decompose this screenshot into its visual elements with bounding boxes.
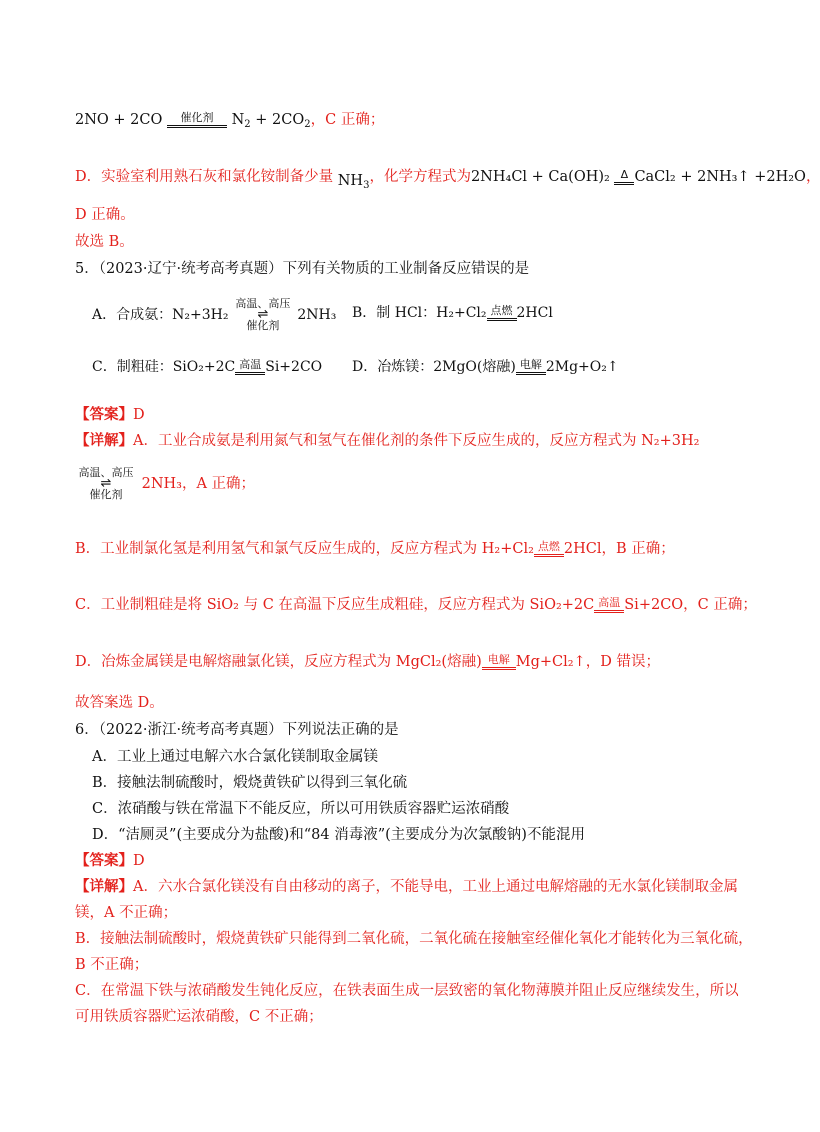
q6-option-a: A．工业上通过电解六水合氯化镁制取金属镁 bbox=[92, 749, 378, 765]
d-eq-right: CaCl₂ + 2NH₃↑ +2H₂O bbox=[634, 169, 806, 185]
d-eq-left: 2NH₄Cl + Ca(OH)₂ bbox=[470, 169, 610, 185]
q6-detail-a1: 【详解】A．六水合氯化镁没有自由移动的离子，不能导电，工业上通过电解熔融的无水氯化镁制取金属 bbox=[75, 878, 738, 895]
q5-detail-b: B．工业制氯化氢是利用氢气和氯气反应生成的，反应方程式为 H₂+Cl₂ 点燃 2HCl，B 正确； bbox=[75, 539, 675, 557]
reversible-arrow: 高温、高压 ⇌ 催化剂 bbox=[235, 297, 291, 332]
q5-detail-c: C．工业制粗硅是将 SiO₂ 与 C 在高温下反应生成粗硅，反应方程式为 SiO₂+2C 高温 Si+2CO，C 正确； bbox=[75, 595, 757, 613]
equation-line-2no bbox=[75, 111, 384, 134]
q6-detail-c2: 可用铁质容器贮运浓硝酸，C 不正确； bbox=[75, 1009, 323, 1025]
eq-tail: ，C 正确； bbox=[310, 112, 385, 128]
q5-option-c: C．制粗硅：SiO₂+2C 高温 Si+2CO bbox=[92, 357, 323, 375]
q6-detail-c1: C．在常温下铁与浓硝酸发生钝化反应，在铁表面生成一层致密的氧化物薄膜并阻止反应继续发生，所以 bbox=[75, 983, 739, 999]
option-d-explanation: D．实验室利用熟石灰和氯化铵制备少量 $NH_3$，化学方程式为2NH₄Cl + Ca(OH)₂ Δ CaCl₂ + 2NH₃↑ +2H₂O， bbox=[75, 167, 820, 191]
q6-detail-a2: 镁，A 不正确； bbox=[75, 905, 178, 921]
q5-option-a: A．合成氨：N₂+3H₂ 高温、高压 ⇌ 催化剂 2NH₃ bbox=[92, 297, 337, 332]
eq-right: N bbox=[231, 112, 245, 128]
d-text: D．实验室利用熟石灰和氯化铵制备少量 bbox=[75, 169, 334, 185]
q5-option-b: B．制 HCl：H₂+Cl₂ 点燃 2HCl bbox=[352, 303, 553, 321]
q5-answer: 【答案】D bbox=[75, 406, 145, 423]
q6-option-d: D．“洁厕灵”(主要成分为盐酸)和“84 消毒液”(主要成分为次氯酸钠)不能混用 bbox=[92, 827, 585, 843]
nh3-formula: $NH_3$ bbox=[337, 173, 370, 191]
q6-answer: 【答案】D bbox=[75, 852, 145, 869]
eq-condition bbox=[167, 112, 227, 129]
q5-detail-d: D．冶炼金属镁是电解熔融氯化镁，反应方程式为 MgCl₂(熔融) 电解 Mg+Cl₂↑，D 错误； bbox=[75, 652, 660, 670]
q5-conclusion: 故答案选 D。 bbox=[75, 695, 164, 711]
eq-right2-sub: 2 bbox=[304, 119, 311, 130]
q5-detail-a: 【详解】A．工业合成氨是利用氮气和氢气在催化剂的条件下反应生成的，反应方程式为 N₂+3H₂ bbox=[75, 432, 700, 449]
eq-right-sub: 2 bbox=[244, 119, 251, 130]
eq-cond-text: 催化剂 bbox=[180, 110, 214, 124]
eq-right2: + 2CO bbox=[250, 112, 305, 128]
q5-option-d: D．冶炼镁：2MgO(熔融) 电解 2Mg+O₂↑ bbox=[352, 357, 619, 375]
conclusion-b: 故选 B。 bbox=[75, 234, 134, 250]
question-5-stem: 5．（2023·辽宁·统考高考真题）下列有关物质的工业制备反应错误的是 bbox=[75, 261, 530, 277]
d-correct: D 正确。 bbox=[75, 207, 135, 223]
q6-detail-b1: B．接触法制硫酸时，煅烧黄铁矿只能得到二氧化硫，二氧化硫在接触室经催化氧化才能转化为三氧化硫， bbox=[75, 931, 753, 947]
q6-detail-b2: B 不正确； bbox=[75, 957, 149, 973]
q6-option-b: B．接触法制硫酸时，煅烧黄铁矿以得到三氧化硫 bbox=[92, 775, 408, 791]
d-mid: ，化学方程式为 bbox=[369, 169, 471, 185]
eq-left: 2NO + 2CO bbox=[75, 112, 163, 128]
q5-detail-a-eq: 高温、高压 ⇌ 催化剂 2NH₃，A 正确； bbox=[78, 466, 256, 501]
d-eq-condition: Δ bbox=[614, 169, 634, 186]
question-6-stem: 6．（2022·浙江·统考高考真题）下列说法正确的是 bbox=[75, 722, 399, 738]
q6-option-c: C．浓硝酸与铁在常温下不能反应，所以可用铁质容器贮运浓硝酸 bbox=[92, 801, 510, 817]
